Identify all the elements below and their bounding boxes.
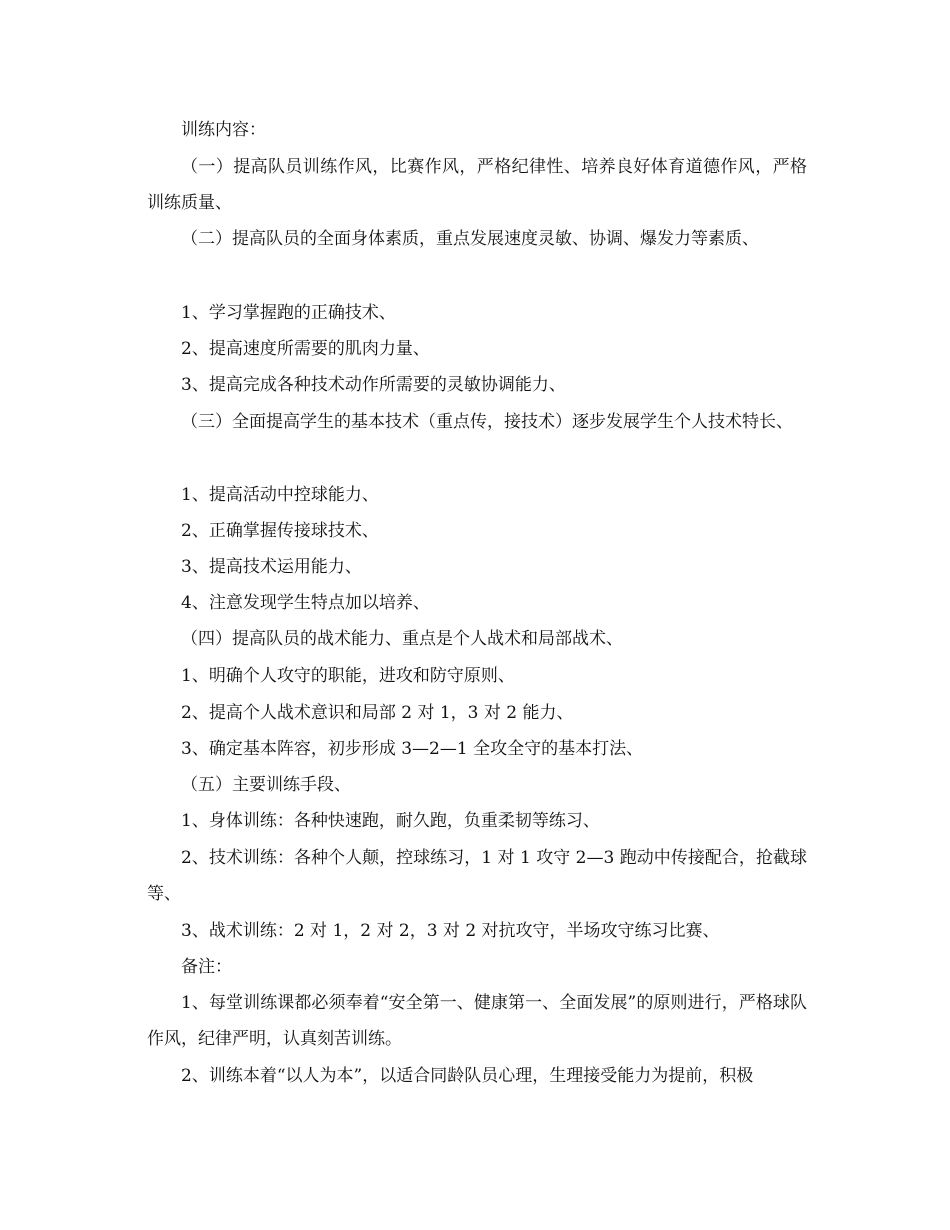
paragraph-item-3-1: 1、提高活动中控球能力、	[181, 485, 379, 505]
paragraph-item-4-2: 2、提高个人战术意识和局部 2 对 1，3 对 2 能力、	[181, 703, 574, 723]
paragraph-note-1: 1、每堂训练课都必须奉着“安全第一、健康第一、全面发展”的原则进行，严格球队作风，纪律严明，认真刻苦训练。	[147, 993, 807, 1049]
paragraph-item-5-1: 1、身体训练：各种快速跑，耐久跑，负重柔韧等练习、	[181, 811, 600, 831]
paragraph-note-2: 2、训练本着“以人为本”，以适合同龄队员心理，生理接受能力为提前，积极	[181, 1066, 754, 1086]
paragraph-item-1: （一）提高队员训练作风，比赛作风，严格纪律性、培养良好体育道德作风，严格训练质量、	[147, 157, 807, 213]
section-heading-training-content: 训练内容：	[181, 120, 266, 140]
paragraph-item-2-1: 1、学习掌握跑的正确技术、	[181, 303, 396, 323]
section-heading-notes: 备注：	[181, 957, 232, 977]
paragraph-item-2: （二）提高队员的全面身体素质，重点发展速度灵敏、协调、爆发力等素质、	[181, 229, 759, 249]
paragraph-item-5-3: 3、战术训练：2 对 1，2 对 2，3 对 2 对抗攻守，半场攻守练习比赛、	[181, 921, 720, 941]
paragraph-item-3-3: 3、提高技术运用能力、	[181, 557, 362, 577]
paragraph-item-2-3: 3、提高完成各种技术动作所需要的灵敏协调能力、	[181, 375, 566, 395]
paragraph-item-2-2: 2、提高速度所需要的肌肉力量、	[181, 339, 430, 359]
paragraph-item-3-4: 4、注意发现学生特点加以培养、	[181, 593, 430, 613]
paragraph-item-5-2: 2、技术训练：各种个人颠，控球练习，1 对 1 攻守 2—3 跑动中传接配合，抢截球等、	[147, 848, 807, 904]
paragraph-item-4-3: 3、确定基本阵容，初步形成 3—2—1 全攻全守的基本打法、	[181, 739, 644, 759]
paragraph-item-4: （四）提高队员的战术能力、重点是个人战术和局部战术、	[181, 629, 623, 649]
paragraph-item-4-1: 1、明确个人攻守的职能，进攻和防守原则、	[181, 666, 515, 686]
paragraph-item-5: （五）主要训练手段、	[181, 775, 351, 795]
paragraph-item-3-2: 2、正确掌握传接球技术、	[181, 521, 379, 541]
paragraph-item-3: （三）全面提高学生的基本技术（重点传，接技术）逐步发展学生个人技术特长、	[181, 412, 793, 432]
